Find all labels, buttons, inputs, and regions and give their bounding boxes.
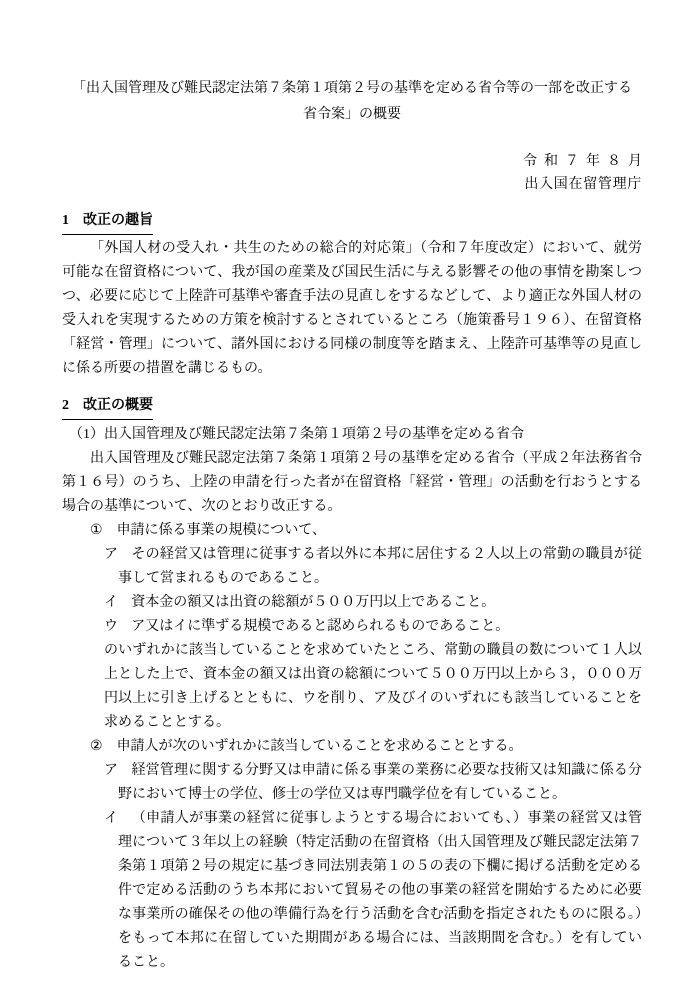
item-2-subitem-b-marker: イ	[104, 811, 119, 826]
title-line-2: 省令案」の概要	[303, 107, 401, 122]
subsection-1-intro: 出入国管理及び難民認定法第７条第１項第２号の基準を定める省令（平成２年法務省令第１６号）のうち、上陸の申請を行った者が在留資格「経営・管理」の活動を行おうとする場合の基準について、次のとおり改正する。	[62, 451, 642, 514]
item-2-subitem-a	[104, 759, 642, 807]
item-1-subitem-a-text: その経営又は管理に従事する者以外に本邦に居住する２人以上の常勤の職員が従事して営まれるものであること。	[118, 547, 642, 586]
section-1-body: 「外国人材の受入れ・共生のための総合的対応策」（令和７年度改定）において、就労可能な在留資格について、我が国の産業及び国民生活に与える影響その他の事情を勘案しつつ、必要に応じて上陸許可基準や審査手法の見直しをするなどして、より適正な外国人材の受入れを実現するための方策を検討するとされているところ（施策番号１９６）、在留資格「経営・管理」について、諸外国における同様の制度等を踏まえ、上陸許可基準等の見直しに係る所要の措置を講じるもの。	[62, 241, 642, 376]
section-1-heading	[62, 209, 642, 235]
item-1-subitem-c-marker: ウ	[104, 619, 118, 634]
item-1-subitem-b-text: 資本金の額又は出資の総額が５００万円以上であること。	[131, 595, 496, 610]
section-1-heading-text	[62, 209, 153, 235]
section-2-heading-text	[62, 394, 153, 420]
item-1-subitem-a	[104, 543, 642, 591]
item-1-subitem-b	[104, 591, 642, 615]
item-2-lead	[62, 735, 642, 759]
item-1-marker: ①	[90, 523, 103, 538]
section-1-number: 1	[62, 213, 69, 228]
section-2-heading	[62, 394, 642, 420]
item-1-subitem-c-text: ア又はイに準ずる規模であると認められるものであること。	[131, 619, 510, 634]
item-1-lead-text: 申請に係る事業の規模について、	[116, 523, 327, 538]
item-1-subitem-b-marker: イ	[104, 595, 118, 610]
item-2-subitem-a-text: 経営管理に関する分野又は申請に係る事業の業務に必要な技術又は知識に係る分野において博士の学位、修士の学位又は専門職学位を有していること。	[118, 763, 642, 802]
title-line-1: 「出入国管理及び難民認定法第７条第１項第２号の基準を定める省令等の一部を改正する	[72, 81, 632, 96]
item-2-lead-text: 申請人が次のいずれかに該当していることを求めることとする。	[116, 739, 523, 754]
document-date: 令和７年８月	[523, 154, 649, 169]
byline	[62, 150, 649, 196]
item-2-subitem-a-marker: ア	[104, 763, 119, 778]
subsection-1-heading: （1）出入国管理及び難民認定法第７条第１項第２号の基準を定める省令	[69, 427, 524, 442]
item-1-subitem-c	[104, 615, 642, 639]
item-1-subitem-a-marker: ア	[104, 547, 119, 562]
item-2-marker: ②	[90, 739, 103, 754]
section-2-title: 改正の概要	[83, 398, 153, 413]
document-title	[62, 76, 642, 128]
issuing-agency: 出入国在留管理庁	[524, 177, 642, 192]
section-2-number: 2	[62, 398, 69, 413]
item-2-subitem-b-text: （申請人が事業の経営に従事しようとする場合においても、）事業の経営又は管理について３年以上の経験（特定活動の在留資格（出入国管理及び難民認定法第７条第１項第２号の規定に基づき同法別表第１の５の表の下欄に掲げる活動を定める件で定める活動のうち本邦において貿易その他の事業の経営を開始するために必要な事業所の確保その他の準備行為を行う活動を含む活動を指定されたものに限る。）をもって本邦に在留していた期間がある場合には、当該期間を含む。）を有していること。	[118, 811, 643, 970]
item-2-subitem-b	[104, 807, 643, 975]
item-1-continuation: のいずれかに該当していることを求めていたところ、常勤の職員の数について１人以上とした上で、資本金の額又は出資の総額について５００万円以上から３，０００万円以上に引き上げるとともに、ウを削り、ア及びイのいずれにも該当していることを求めることとする。	[104, 643, 642, 730]
item-1-lead	[62, 519, 642, 543]
section-1-title: 改正の趣旨	[83, 213, 153, 228]
